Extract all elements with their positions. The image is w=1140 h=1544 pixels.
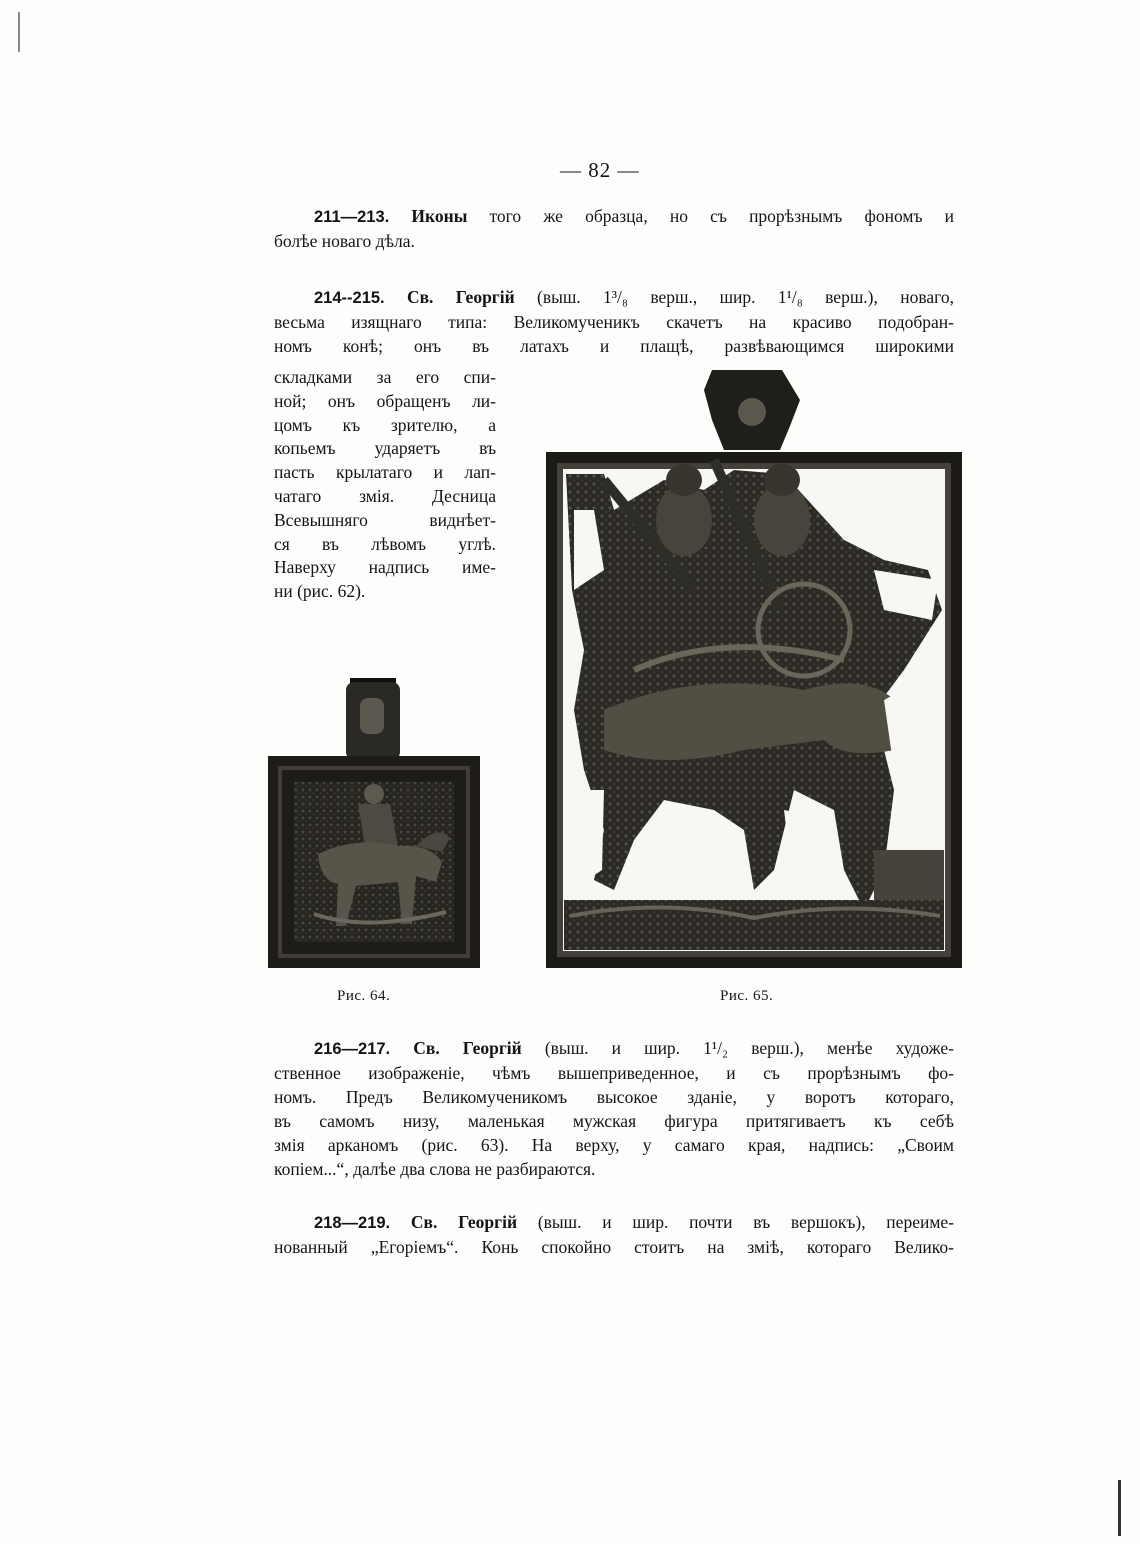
entry-text: (выш. 1³/₈ верш., шир. 1¹/₈ верш.), новаго, [537, 287, 954, 307]
scan-edge-mark [18, 12, 20, 52]
figure-64-caption: Рис. 64. [337, 988, 391, 1004]
paragraph-214-215 [274, 285, 954, 358]
entry-text: ни (рис. 62). [274, 581, 366, 602]
page-number: — 82 — [560, 158, 640, 182]
entry-text: Всевышняго виднѣет- [274, 509, 496, 530]
entry-title: Иконы [411, 206, 468, 226]
entry-text: пасть крылатаго и лап- [274, 462, 496, 483]
entry-text: Наверху надпись име- [274, 557, 496, 578]
entry-text: складками за его спи- [274, 367, 496, 387]
entry-text: нованный „Егоріемъ“. Конь спокойно стоитъ на змiѣ, котораго Велико- [274, 1237, 954, 1257]
entry-text: болѣе новаго дѣла. [274, 231, 415, 251]
entry-text: цомъ къ зрителю, а [274, 414, 496, 435]
entry-text: чатаго змія. Десница [274, 485, 496, 506]
paragraph-216-217 [274, 1036, 954, 1181]
scan-edge-mark [1118, 1480, 1121, 1536]
paragraph-211-213 [274, 204, 954, 253]
entry-text: копьемъ ударяетъ въ [274, 438, 496, 459]
entry-title: Св. Георгій [410, 1212, 518, 1232]
entry-title: Св. Георгій [413, 1038, 522, 1058]
entry-title: Св. Георгій [406, 287, 515, 307]
entry-text: ной; онъ обращенъ ли- [274, 390, 496, 411]
entry-text: копіем...“, далѣе два слова не разбираются. [274, 1159, 596, 1179]
entry-number: 218—219. [314, 1214, 391, 1232]
figure-65-caption: Рис. 65. [720, 988, 774, 1004]
entry-number: 211—213. [314, 208, 390, 226]
entry-text: (выш. и шир. 1¹/₂ верш.), менѣе художе- [544, 1038, 954, 1058]
wrapped-text-column [274, 366, 496, 604]
entry-text: ственное изображеніе, чѣмъ вышеприведенное, и съ прорѣзнымъ фо- [274, 1063, 954, 1083]
figure-65-icon-image [544, 370, 964, 970]
entry-text: номъ. Предъ Великомученикомъ высокое зданіе, у воротъ котораго, [274, 1087, 954, 1107]
entry-text: въ самомъ низу, маленькая мужская фигура притягиваетъ къ себѣ [274, 1111, 954, 1131]
figure-64-icon-image [266, 676, 482, 970]
entry-text: ся въ лѣвомъ углѣ. [274, 533, 496, 554]
entry-text: змія арканомъ (рис. 63). На верху, у самаго края, надпись: „Своим [274, 1135, 954, 1155]
paragraph-218-219 [274, 1210, 954, 1259]
entry-text: того же образца, но съ прорѣзнымъ фономъ и [489, 206, 955, 226]
entry-text: весьма изящнаго типа: Великомученикъ скачетъ на красиво подобран- [274, 312, 954, 332]
entry-number: 214--215. [314, 289, 385, 307]
entry-number: 216—217. [314, 1040, 391, 1058]
entry-text: (выш. и шир. почти въ вершокъ), переиме- [537, 1212, 954, 1232]
entry-text: номъ конѣ; онъ въ латахъ и плащѣ, развѣвающимся широкими [274, 336, 954, 356]
